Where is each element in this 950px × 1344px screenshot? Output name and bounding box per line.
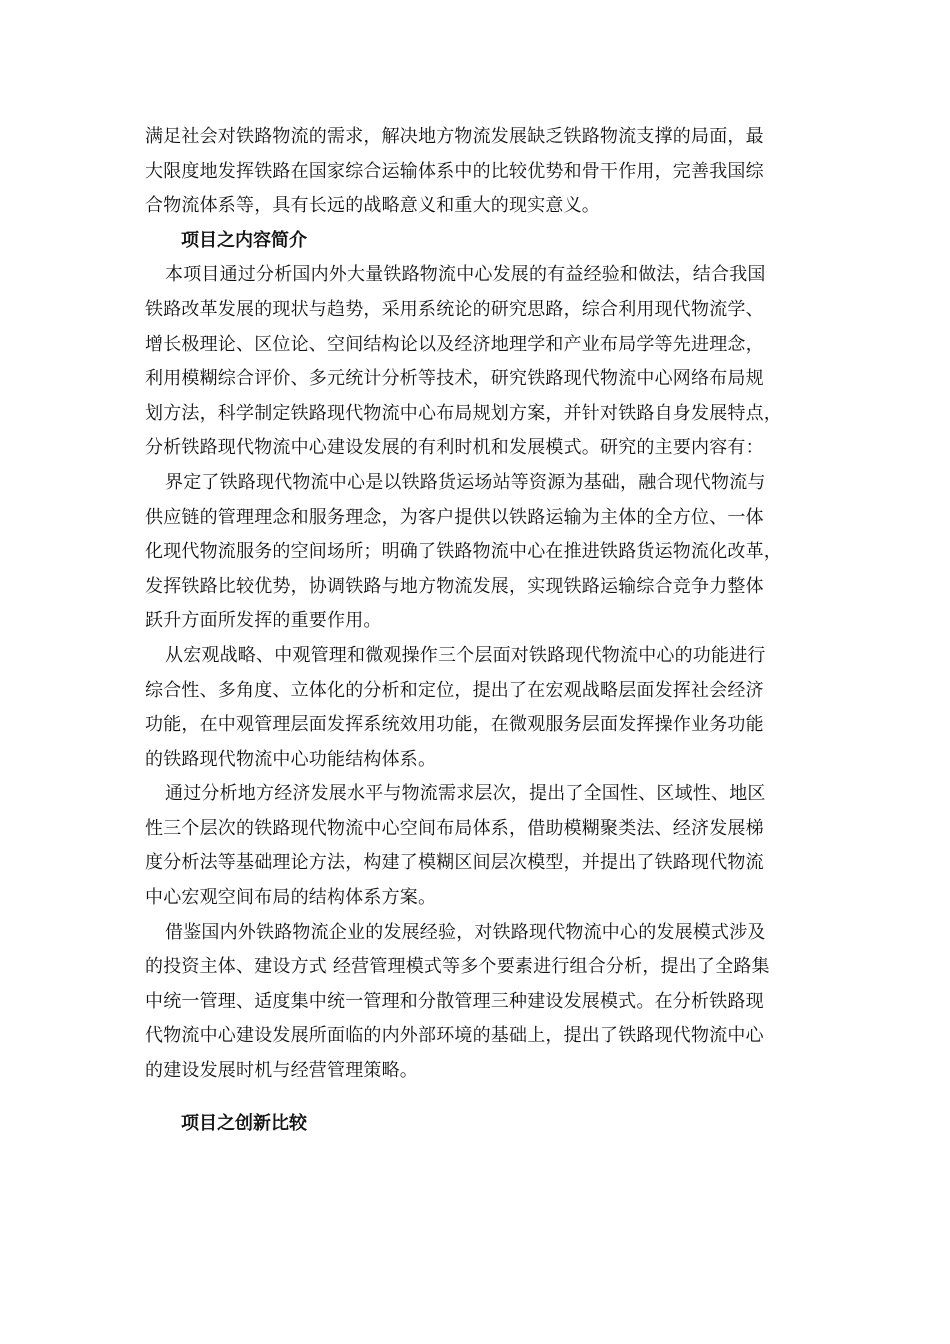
text-line: 性三个层次的铁路现代物流中心空间布局体系，借助模糊聚类法、经济发展梯 (145, 817, 764, 839)
text-line: 从宏观战略、中观管理和微观操作三个层面对铁路现代物流中心的功能进行 (165, 644, 766, 666)
text-line: 的投资主体、建设方式 经营管理模式等多个要素进行组合分析，提出了全路集 (145, 956, 770, 978)
text-line: 界定了铁路现代物流中心是以铁路货运场站等资源为基础，融合现代物流与 (165, 471, 766, 493)
text-line: 发挥铁路比较优势，协调铁路与地方物流发展，实现铁路运输综合竞争力整体 (145, 575, 764, 597)
text-line: 利用模糊综合评价、多元统计分析等技术，研究铁路现代物流中心网络布局规 (145, 368, 764, 390)
text-line: 满足社会对铁路物流的需求，解决地方物流发展缺乏铁路物流支撑的局面，最 (145, 126, 764, 147)
section-heading-innovation: 项目之创新比较 (181, 1112, 307, 1134)
text-line: 度分析法等基础理论方法，构建了模糊区间层次模型，并提出了铁路现代物流 (145, 852, 764, 874)
text-line: 综合性、多角度、立体化的分析和定位，提出了在宏观战略层面发挥社会经济 (145, 679, 764, 701)
text-line: 本项目通过分析国内外大量铁路物流中心发展的有益经验和做法，结合我国 (165, 264, 766, 286)
document-body (145, 120, 825, 1141)
paragraph-function (145, 639, 825, 777)
text-line: 的铁路现代物流中心功能结构体系。 (145, 748, 437, 770)
text-line: 铁路改革发展的现状与趋势，采用系统论的研究思路，综合利用现代物流学、 (145, 298, 764, 320)
text-line: 增长极理论、区位论、空间结构论以及经济地理学和产业布局学等先进理念， (145, 333, 764, 355)
text-line: 代物流中心建设发展所面临的内外部环境的基础上，提出了铁路现代物流中心 (145, 1025, 764, 1047)
text-line: 供应链的管理理念和服务理念，为客户提供以铁路运输为主体的全方位、一体 (145, 506, 764, 528)
paragraph-development-mode (145, 916, 825, 1089)
text-line: 借鉴国内外铁路物流企业的发展经验，对铁路现代物流中心的发展模式涉及 (165, 921, 766, 943)
text-line: 分析铁路现代物流中心建设发展的有利时机和发展模式。研究的主要内容有： (145, 437, 764, 459)
intro-paragraph (145, 120, 825, 224)
text-line: 的建设发展时机与经营管理策略。 (145, 1060, 418, 1082)
text-line: 功能，在中观管理层面发挥系统效用功能，在微观服务层面发挥操作业务功能 (145, 714, 764, 736)
text-line: 中心宏观空间布局的结构体系方案。 (145, 887, 437, 909)
text-line: 合物流体系等，具有长远的战略意义和重大的现实意义。 (145, 195, 600, 217)
text-line: 大限度地发挥铁路在国家综合运输体系中的比较优势和骨干作用，完善我国综 (145, 160, 764, 182)
text-line: 跃升方面所发挥的重要作用。 (145, 610, 382, 632)
text-line: 化现代物流服务的空间场所；明确了铁路物流中心在推进铁路货运物流化改革， (145, 541, 782, 563)
section-heading-content-summary: 项目之内容简介 (181, 229, 307, 251)
text-line: 划方法，科学制定铁路现代物流中心布局规划方案，并针对铁路自身发展特点， (145, 402, 782, 424)
paragraph-overview (145, 258, 825, 466)
paragraph-layout (145, 777, 825, 915)
text-line: 中统一管理、适度集中统一管理和分散管理三种建设发展模式。在分析铁路现 (145, 990, 764, 1012)
text-line: 通过分析地方经济发展水平与物流需求层次，提出了全国性、区域性、地区 (165, 783, 766, 805)
paragraph-definition (145, 466, 825, 639)
